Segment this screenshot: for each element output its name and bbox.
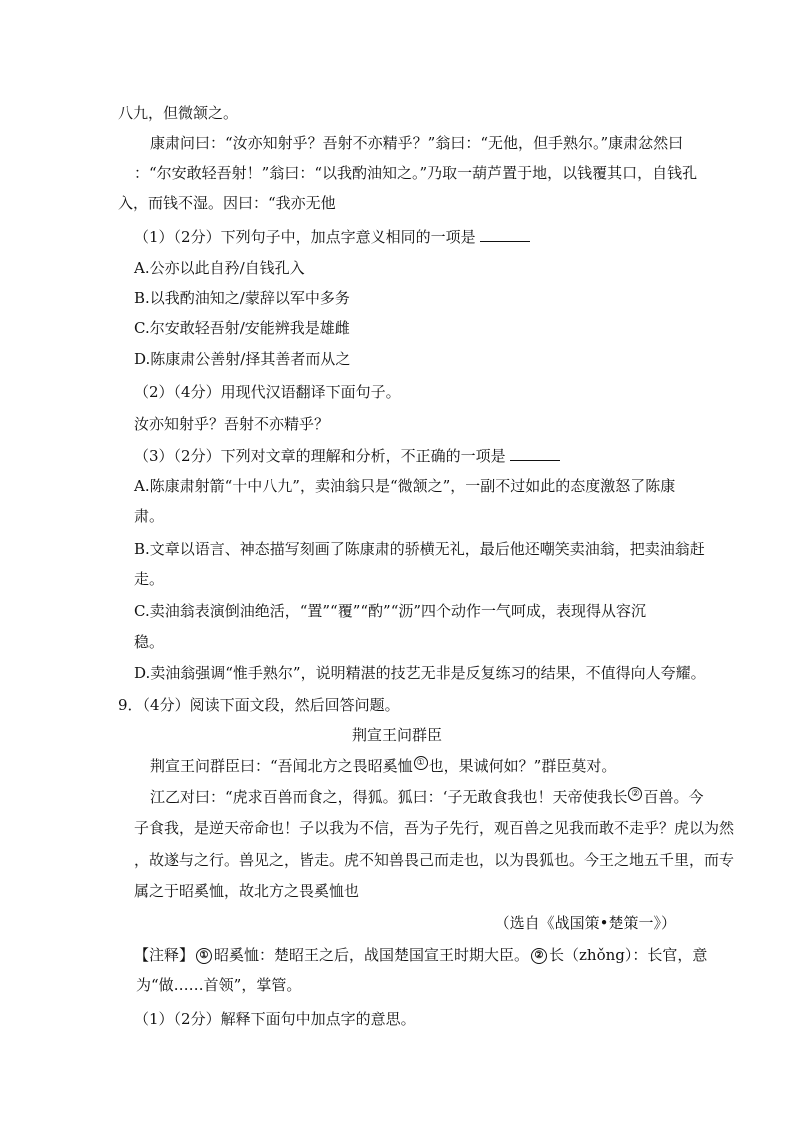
question-8-3 [134,445,560,467]
passage-line: 康肃问曰：“汝亦知射乎？吾射不亦精乎？”翁曰：“无他，但手熟尔。”康肃忿然曰 [150,134,684,152]
question-8-1 [134,226,530,248]
option-b: B.以我酌油知之/蒙辞以军中多务 [134,289,350,307]
text-run: 百兽。今 [643,788,704,806]
answer-blank[interactable] [510,448,560,461]
option-d: D.陈康肃公善射/择其善者而从之 [134,350,351,368]
passage-title: 荆宣王问群臣 [351,726,442,744]
question-text: （1）（2分）下列句子中，加点字意义相同的一项是 [134,228,476,246]
note-2-cont: 为“做……首领”，掌管。 [136,976,302,994]
option-c-cont: 稳。 [134,633,165,651]
passage-line: ：“尔安敢轻吾射！”翁曰：“以我酌油知之。”乃取一葫芦置于地，以钱覆其口，自钱孔 [134,164,698,182]
question-text: （3）（2分）下列对文章的理解和分析，不正确的一项是 [134,447,506,465]
text-run: 也，果诚何如？”群臣莫对。 [428,757,617,775]
answer-blank[interactable] [480,229,530,242]
passage-line: 属之于昭奚恤，故北方之畏奚恤也 [134,882,360,900]
notes-label: 【注释】 [134,946,195,964]
note-2-marker: ② [531,948,547,964]
option-c: C.尔安敢轻吾射/安能辨我是雄雌 [134,319,350,337]
question-8-2: （2）（4分）用现代汉语翻译下面句子。 [134,383,401,401]
translate-sentence: 汝亦知射乎？吾射不亦精乎？ [134,415,330,433]
option-a: A.陈康肃射箭“十中八九”，卖油翁只是“微颔之”，一副不过如此的态度激怒了陈康 [134,477,676,495]
note-2: 长（zhǒng）：长官，意 [549,946,708,964]
text-run: 江乙对曰：“虎求百兽而食之，得狐。狐曰：‘子无敢食我也！天帝使我长 [150,788,628,806]
passage-line: 八九，但微颔之。 [118,104,239,122]
option-b: B.文章以语言、神态描写刻画了陈康肃的骄横无礼，最后他还嘲笑卖油翁，把卖油翁赶 [134,540,705,558]
question-9-header: 9．（4分）阅读下面文段，然后回答问题。 [118,696,400,714]
note-1-marker: ① [196,948,212,964]
note-marker-1: ① [414,756,428,770]
passage-source: （选自《战国策•楚策一》） [494,914,676,932]
passage-line [150,755,616,777]
passage-line: ，故遂与之行。兽见之，皆走。虎不知兽畏己而走也，以为畏狐也。今王之地五千里，而专 [134,851,735,869]
passage-line: 入，而钱不湿。因曰：“我亦无他 [118,194,336,212]
option-a: A.公亦以此自矜/自钱孔入 [134,259,305,277]
text-run: 荆宣王问群臣曰：“吾闻北方之畏昭奚恤 [150,757,413,775]
question-9-1: （1）（2分）解释下面句中加点字的意思。 [134,1010,416,1028]
option-a-cont: 肃。 [134,507,165,525]
notes [134,944,707,966]
passage-line: 子食我，是逆天帝命也！子以我为不信，吾为子先行，观百兽之见我而敢不走乎？虎以为然 [134,819,735,837]
note-marker-2: ② [628,787,642,801]
passage-line [150,786,703,808]
note-1: 昭奚恤：楚昭王之后，战国楚国宣王时期大臣。 [214,946,530,964]
option-b-cont: 走。 [134,570,165,588]
option-d: D.卖油翁强调“惟手熟尔”，说明精湛的技艺无非是反复练习的结果，不值得向人夸耀。 [134,664,706,682]
option-c: C.卖油翁表演倒油绝活，“置”“覆”“酌”“沥”四个动作一气呵成，表现得从容沉 [134,602,647,620]
